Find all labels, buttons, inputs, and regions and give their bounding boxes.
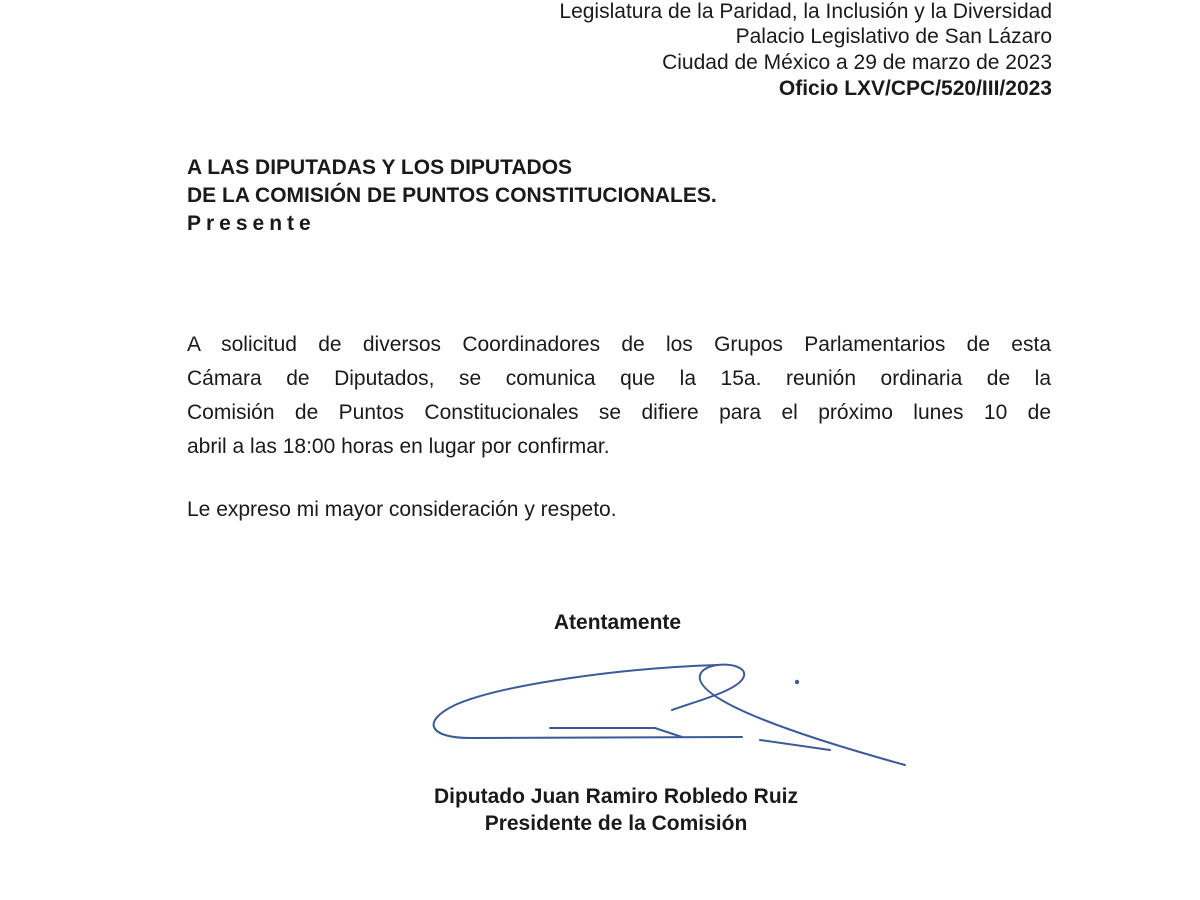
oficio-number: Oficio LXV/CPC/520/III/2023 [778,77,1052,100]
body-line: abril a las 18:00 horas en lugar por confirmar. [187,435,610,458]
body-line: Comisión de Puntos Constitucionales se difiere para el próximo lunes 10 de [187,401,1051,424]
body-line: A solicitud de diversos Coordinadores de los Grupos Parlamentarios de esta [187,333,1051,356]
salutation-line-2: DE LA COMISIÓN DE PUNTOS CONSTITUCIONALES. [187,184,717,207]
closing-line: Le expreso mi mayor consideración y respeto. [187,498,617,521]
signatory-title: Presidente de la Comisión [484,812,748,835]
salutation-line-1: A LAS DIPUTADAS Y LOS DIPUTADOS [187,156,573,179]
signatory-name: Diputado Juan Ramiro Robledo Ruiz [433,785,798,808]
body-line: Cámara de Diputados, se comunica que la 15a. reunión ordinaria de la [187,367,1051,390]
valediction: Atentamente [553,611,682,634]
presente: Presente [187,212,316,235]
date-line: Ciudad de México a 29 de marzo de 2023 [662,51,1052,74]
palace-name: Palacio Legislativo de San Lázaro [735,25,1052,48]
legislature-name: Legislatura de la Paridad, la Inclusión y la Diversidad [559,0,1052,23]
